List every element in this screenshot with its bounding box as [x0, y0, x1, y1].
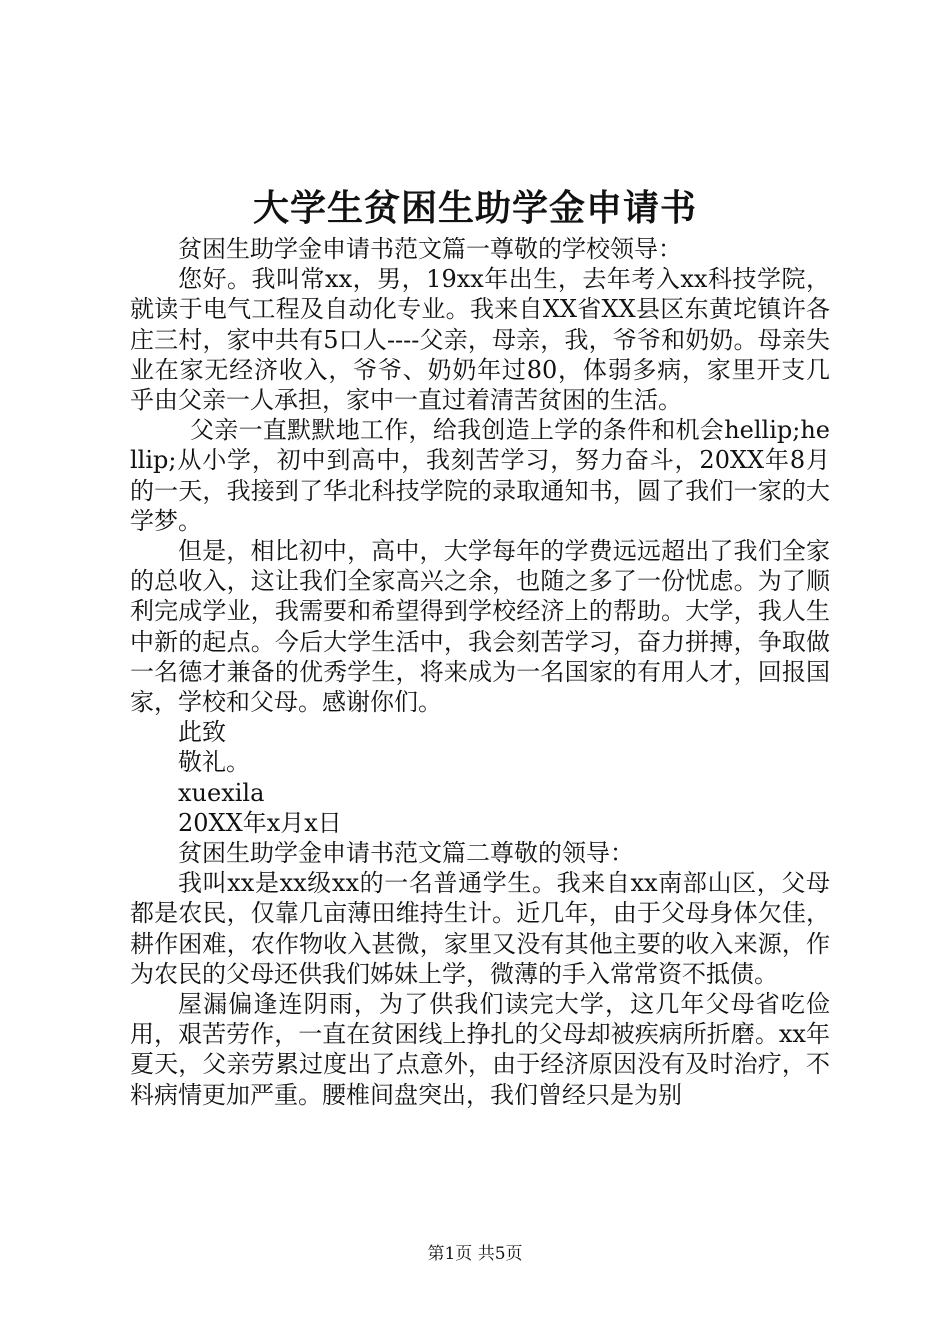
paragraph-father: 父亲一直默默地工作，给我创造上学的条件和机会hellip;hellip;从小学，初中到高中，我刻苦学习，努力奋斗，20XX年8月的一天，我接到了华北科技学院的录取通知书，圆了我们一家的大学梦。 — [130, 416, 830, 535]
document-title: 大学生贫困生助学金申请书 — [252, 187, 697, 229]
signature: xuexila — [178, 778, 265, 807]
closing-salutation: 此致 — [178, 718, 226, 747]
paragraph-hardship: 屋漏偏逢连阴雨，为了供我们读完大学，这几年父母省吃俭用，艰苦劳作，一直在贫困线上挣扎的父母却被疾病所折磨。xx年夏天，父亲劳累过度出了点意外，由于经济原因没有及时治疗，不料病情更加严重。腰椎间盘突出，我们曾经只是为别 — [130, 990, 830, 1109]
closing-regards: 敬礼。 — [178, 748, 250, 777]
paragraph-intro: 您好。我叫常xx，男，19xx年出生，去年考入xx科技学院，就读于电气工程及自动化专业。我来自XX省XX县区东黄坨镇许各庄三村，家中共有5口人----父亲，母亲，我，爷爷和奶奶。母亲失业在家无经济收入，爷爷、奶奶年过80，体弱多病，家里开支几乎由父亲一人承担，家中一直过着清苦贫困的生活。 — [130, 265, 830, 415]
page-footer: 第1页 共5页 — [427, 1244, 523, 1264]
paragraph-tuition: 但是，相比初中，高中，大学每年的学费远远超出了我们全家的总收入，这让我们全家高兴之余，也随之多了一份忧虑。为了顺利完成学业，我需要和希望得到学校经济上的帮助。大学，我人生中新的起点。今后大学生活中，我会刻苦学习，奋力拼搏，争取做一名德才兼备的优秀学生，将来成为一名国家的有用人才，回报国家，学校和父母。感谢你们。 — [130, 537, 830, 717]
letter-heading-1: 贫困生助学金申请书范文篇一尊敬的学校领导： — [178, 235, 682, 263]
paragraph-background: 我叫xx是xx级xx的一名普通学生。我来自xx南部山区，父母都是农民，仅靠几亩薄田维持生计。近几年，由于父母身体欠佳，耕作困难，农作物收入甚微，家里又没有其他主要的收入来源，作为农民的父母还供我们姊妹上学，微薄的手入常常资不抵债。 — [130, 869, 830, 988]
document-body — [130, 234, 830, 1110]
letter-heading-2: 贫困生助学金申请书范文篇二尊敬的领导： — [178, 839, 634, 868]
letter-date: 20XX年x月x日 — [178, 808, 342, 837]
